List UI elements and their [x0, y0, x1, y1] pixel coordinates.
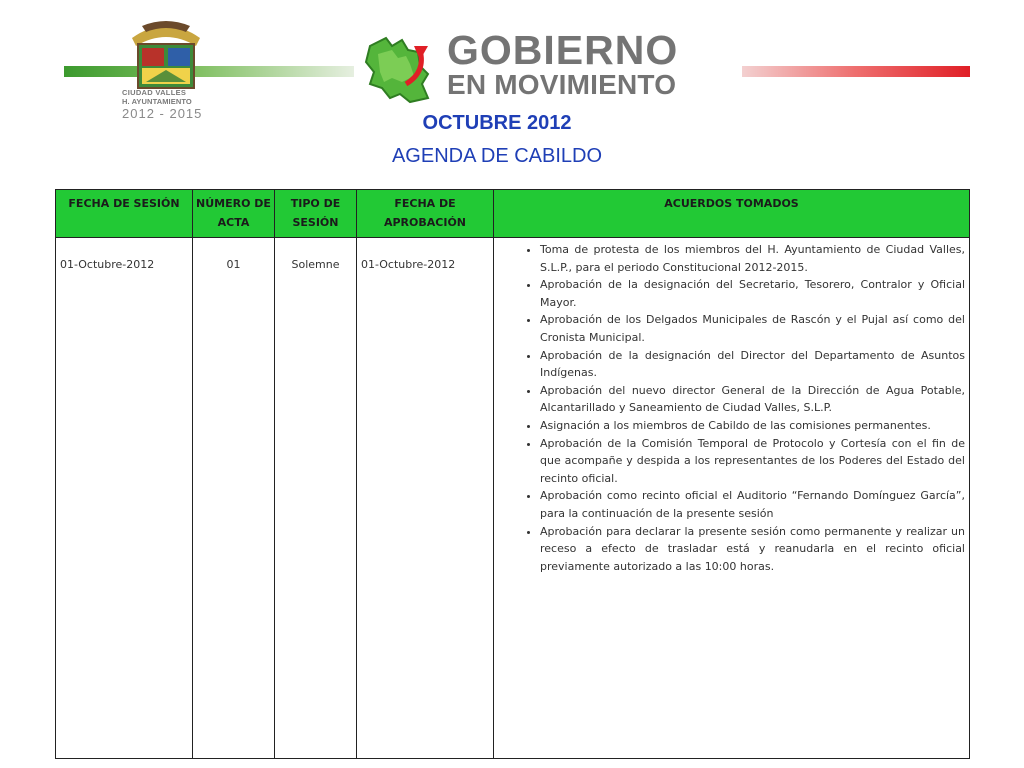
list-item: • Aprobación de la designación del Director del Departamento de Asuntos Indígenas. [540, 347, 965, 382]
column-header: FECHA DE APROBACIÓN [357, 190, 494, 238]
brand-wordmark [447, 27, 679, 100]
column-header: NÚMERO DE ACTA [193, 190, 275, 238]
cell-numero-acta: 01 [193, 238, 275, 759]
brand-line-1: GOBIERNO [447, 27, 679, 73]
list-item: • Aprobación para declarar la presente sesión como permanente y realizar un receso a efecto de trasladar está y reanudarla en el recinto oficial previamente autorizado a las 10:00 horas. [540, 523, 965, 576]
page-subtitle: AGENDA DE CABILDO [391, 145, 603, 167]
list-item: • Aprobación del nuevo director General de la Dirección de Agua Potable, Alcantarillado y Saneamiento de Ciudad Valles, S.L.P. [540, 382, 965, 417]
cell-acuerdos [494, 238, 970, 759]
page-title: OCTUBRE 2012 [422, 112, 572, 134]
table-header-row [56, 190, 970, 238]
column-header: ACUERDOS TOMADOS [494, 190, 970, 238]
cell-fecha-aprobacion: 01-Octubre-2012 [357, 238, 494, 759]
list-item: • Aprobación de los Delgados Municipales de Rascón y el Pujal así como del Cronista Municipal. [540, 311, 965, 346]
crest-line-3: 2012 - 2015 [122, 106, 203, 121]
column-header: FECHA DE SESIÓN [56, 190, 193, 238]
list-item: • Aprobación de la Comisión Temporal de Protocolo y Cortesía con el fin de que acompañe y despida a los representantes de los Poderes del Estado del recinto oficial. [540, 435, 965, 488]
column-header: TIPO DE SESIÓN [275, 190, 357, 238]
cell-tipo-sesion: Solemne [275, 238, 357, 759]
acuerdos-list [498, 238, 965, 575]
list-item: • Toma de protesta de los miembros del H. Ayuntamiento de Ciudad Valles, S.L.P., para el periodo Constitucional 2012-2015. [540, 241, 965, 276]
list-item: • Asignación a los miembros de Cabildo de las comisiones permanentes. [540, 417, 965, 435]
crest-line-2: H. AYUNTAMIENTO [122, 97, 192, 106]
header-red-band [742, 66, 970, 77]
list-item: • Aprobación como recinto oficial el Auditorio “Fernando Domínguez García”, para la continuación de la presente sesión [540, 487, 965, 522]
brand-line-2: EN MOVIMIENTO [447, 69, 677, 100]
list-item: • Aprobación de la designación del Secretario, Tesorero, Contralor y Oficial Mayor. [540, 276, 965, 311]
crest-line-1: CIUDAD VALLES [122, 88, 187, 97]
san-luis-potosi-map-icon [362, 32, 442, 104]
cell-fecha-sesion: 01-Octubre-2012 [56, 238, 193, 759]
agenda-table [55, 189, 970, 759]
table-row [56, 238, 970, 759]
